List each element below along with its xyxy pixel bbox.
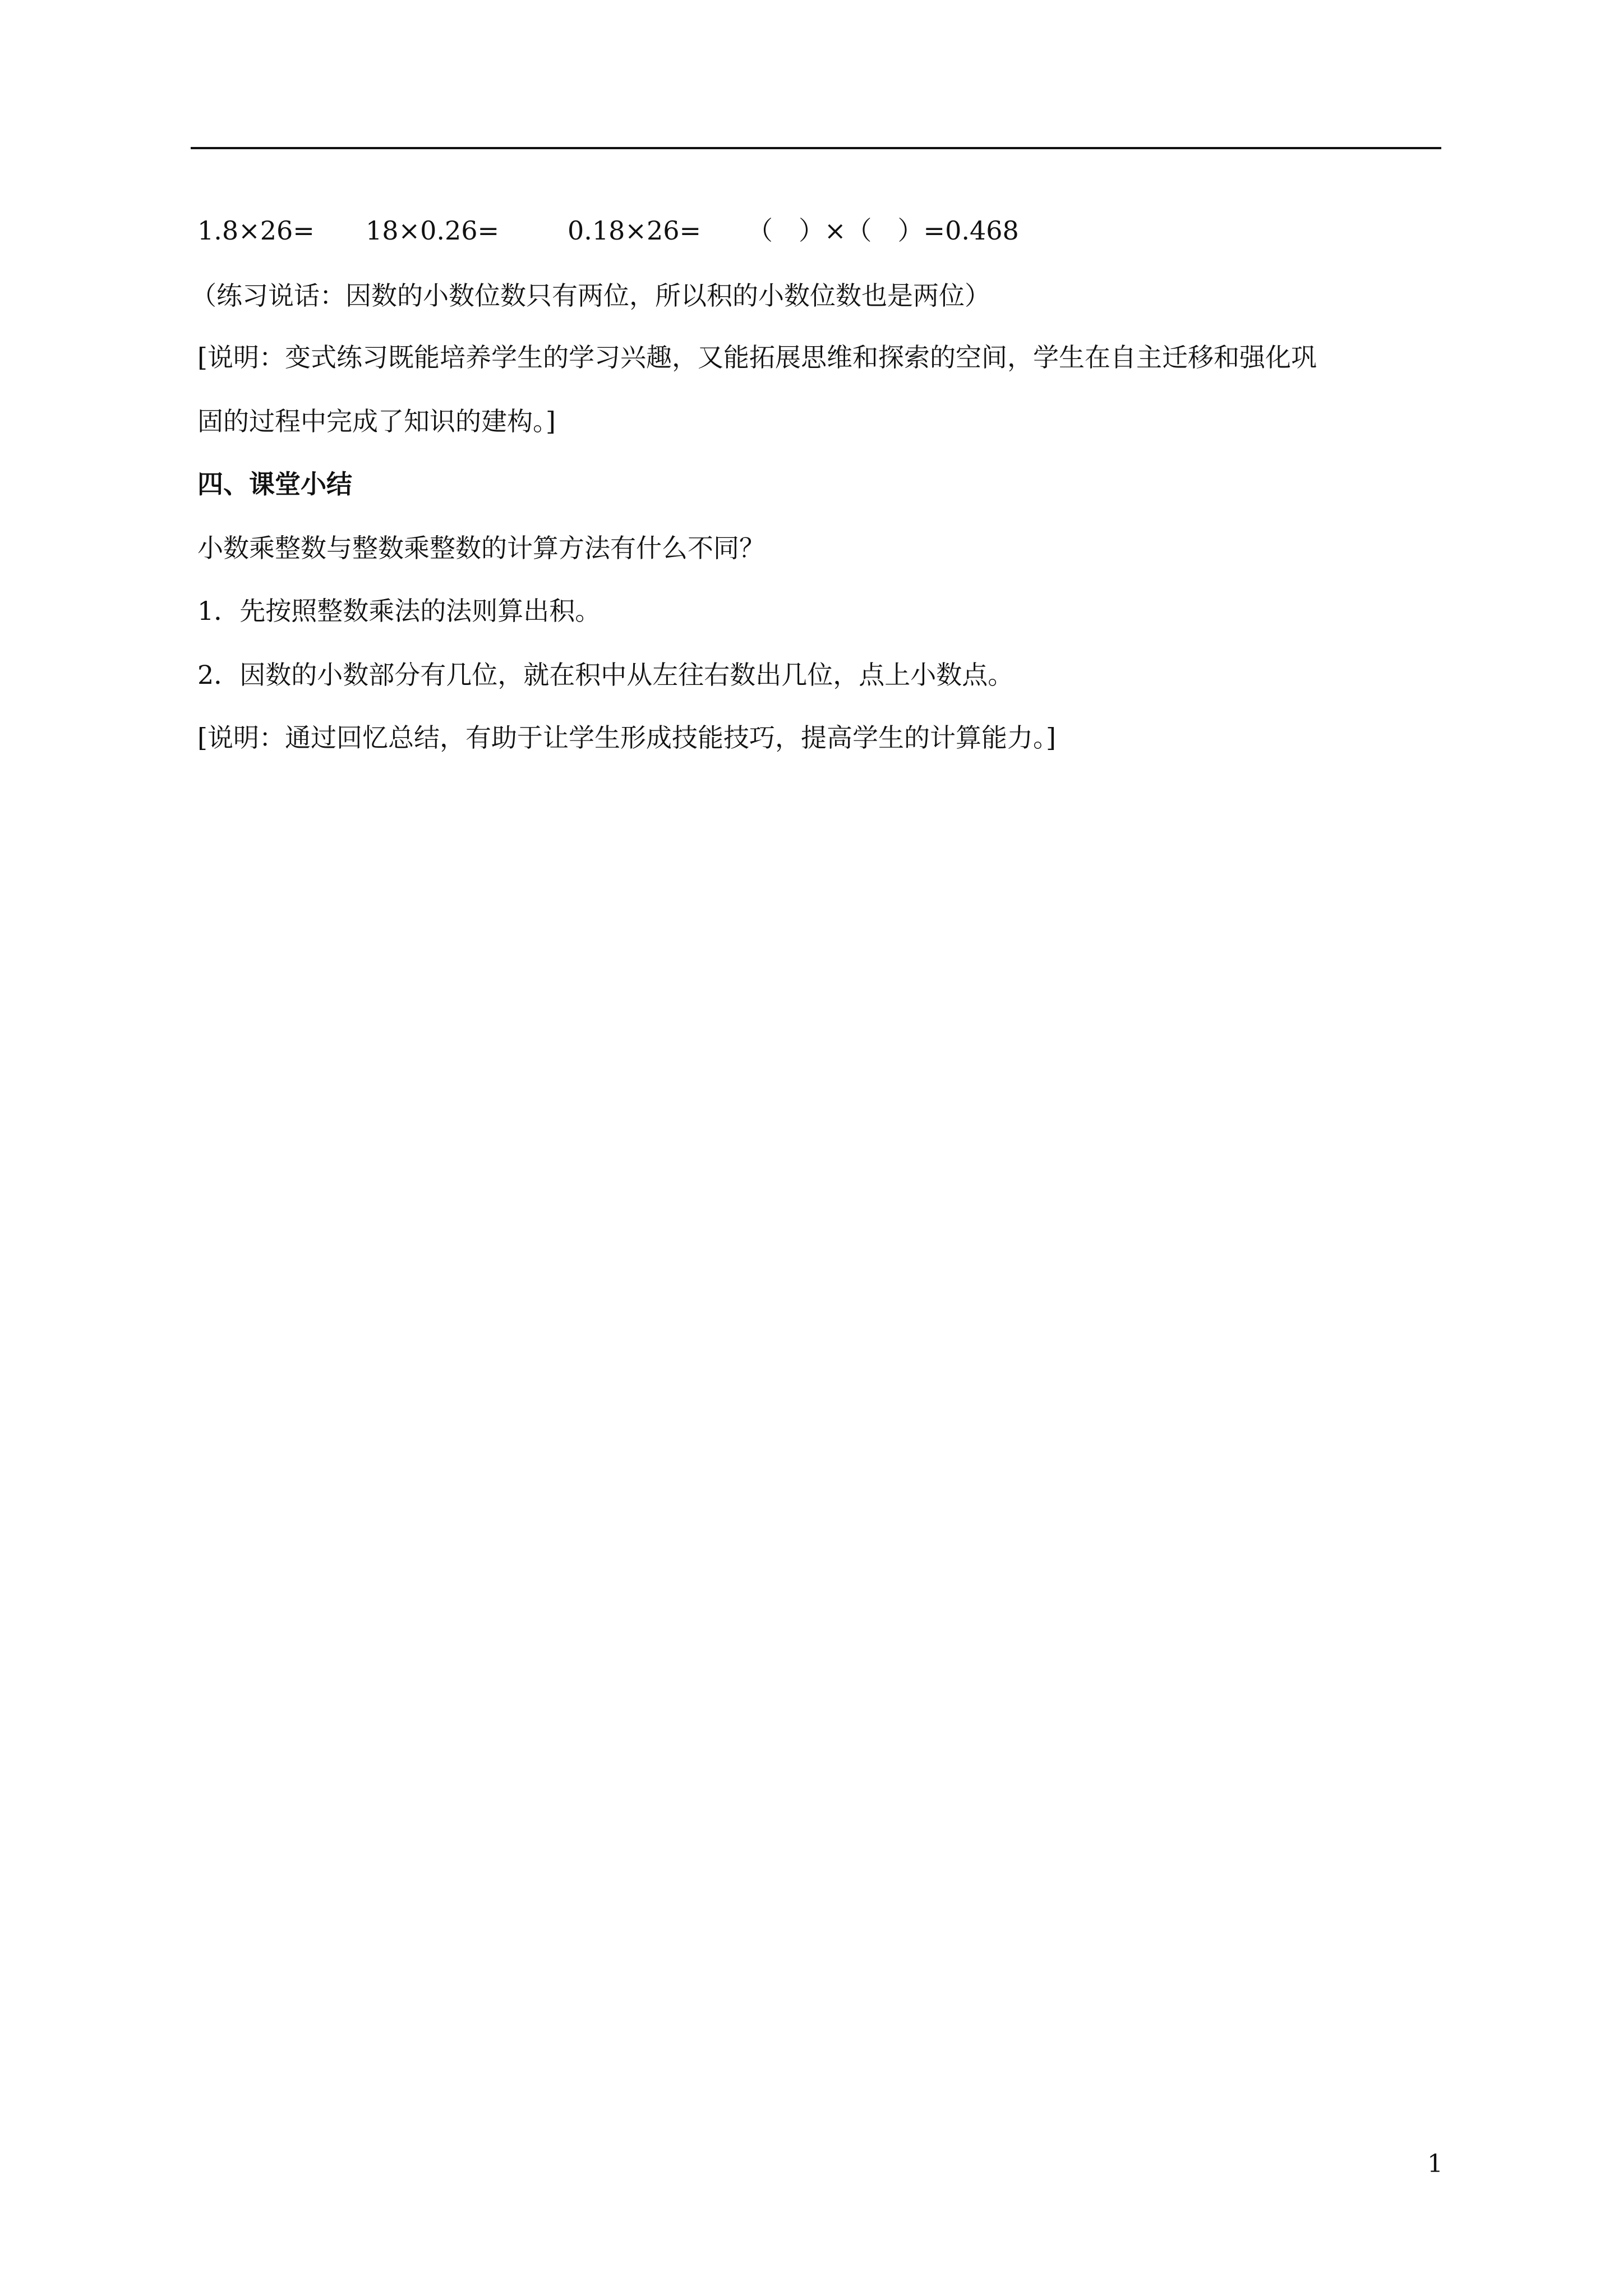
summary-point-2: 2．因数的小数部分有几位，就在积中从左往右数出几位，点上小数点。 [197, 660, 1014, 690]
page-number: 1 [1427, 2150, 1443, 2178]
header-rule [191, 147, 1441, 149]
exercise-item-4: （ ）×（ ）=0.468 [747, 215, 1019, 246]
section-title: 四、课堂小结 [197, 469, 352, 499]
exercise-item-3: 0.18×26= [568, 215, 702, 246]
explanation-2: [说明：通过回忆总结，有助于让学生形成技能技巧，提高学生的计算能力。] [197, 723, 1056, 753]
exercise-item-1: 1.8×26= [197, 215, 315, 246]
summary-question: 小数乘整数与整数乘整数的计算方法有什么不同？ [197, 533, 765, 563]
exercise-item-2: 18×0.26= [366, 215, 500, 246]
summary-point-1: 1．先按照整数乘法的法则算出积。 [197, 596, 601, 626]
explanation-1-line-2: 固的过程中完成了知识的建构。] [197, 406, 556, 436]
explanation-1-line-1: [说明：变式练习既能培养学生的学习兴趣，又能拓展思维和探索的空间，学生在自主迁移和强化巩 [197, 342, 1317, 372]
practice-note: （练习说话：因数的小数位数只有两位，所以积的小数位数也是两位） [191, 280, 990, 311]
